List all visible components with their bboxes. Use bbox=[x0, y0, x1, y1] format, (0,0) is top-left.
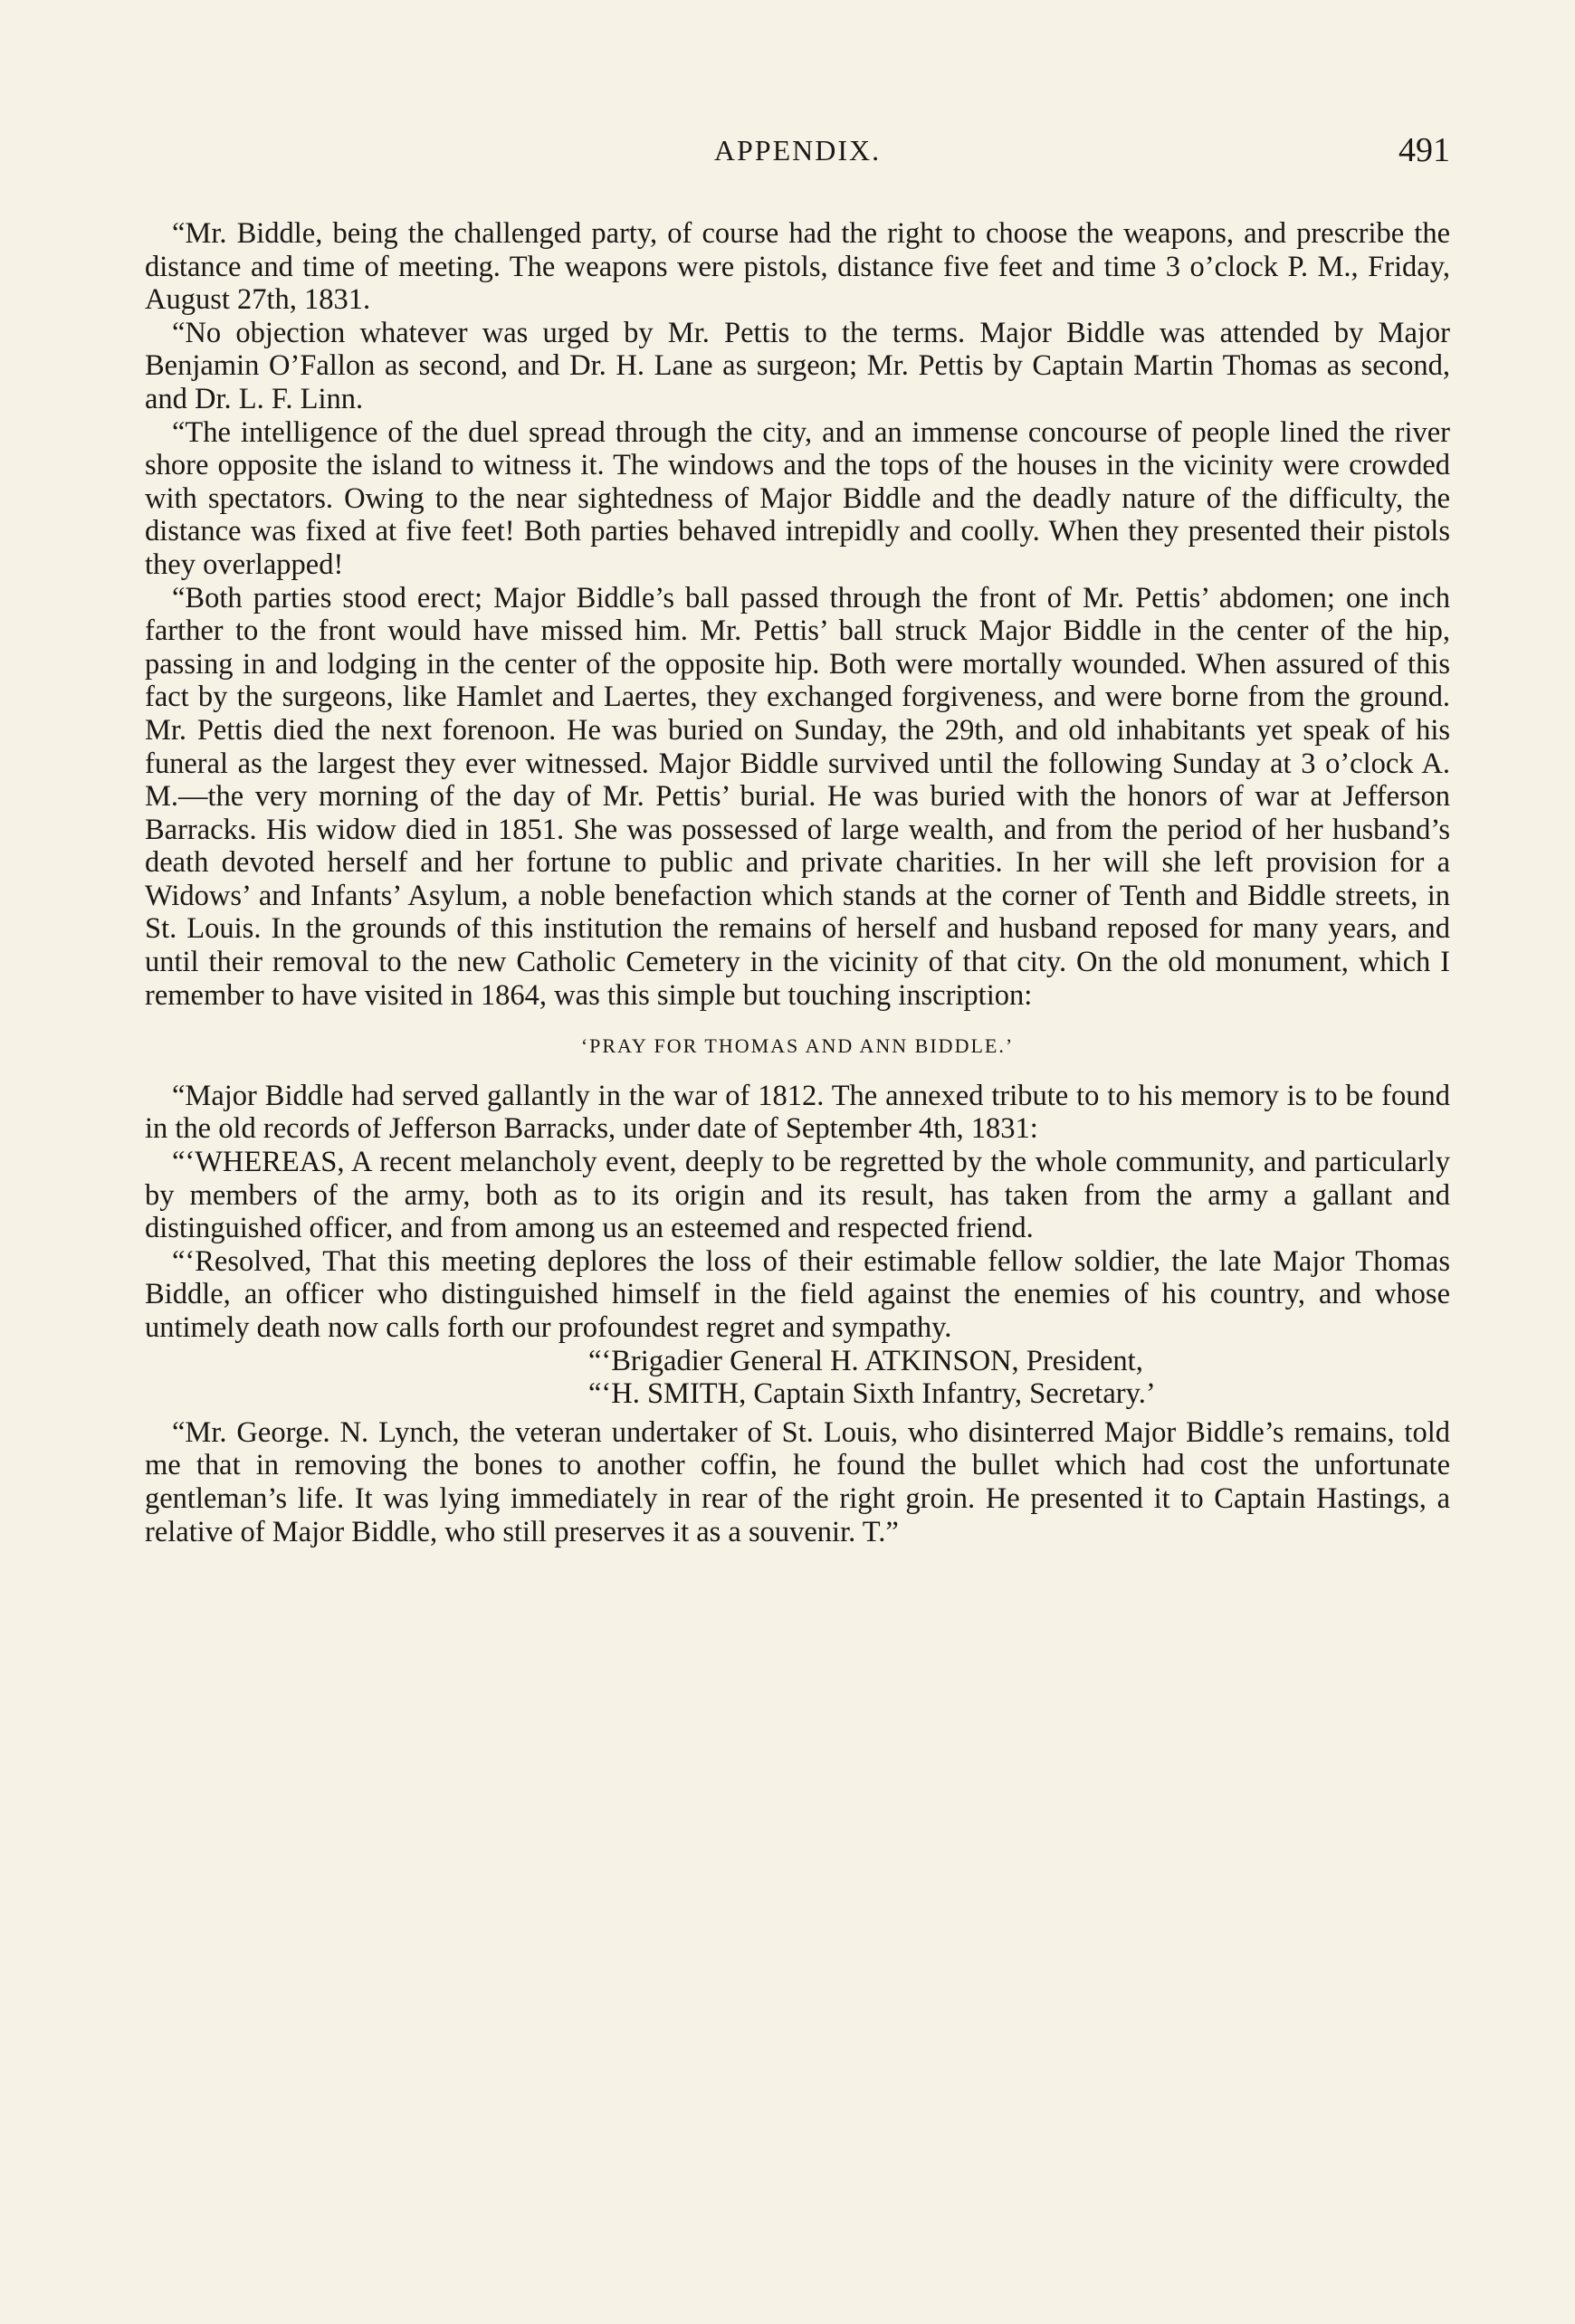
paragraph-whereas: “‘WHEREAS, A recent melancholy event, deeply to be regretted by the whole community, and particularly by members of the army, both as to its origin and its result, has taken from the army a gallant and distinguished officer, and from among us an esteemed and respected friend. bbox=[145, 1146, 1450, 1245]
signature-president: “‘Brigadier General H. ATKINSON, President, bbox=[588, 1344, 1143, 1377]
signature-secretary: “‘H. SMITH, Captain Sixth Infantry, Secretary.’ bbox=[588, 1377, 1156, 1411]
paragraph-challenge-terms: “Mr. Biddle, being the challenged party, of course had the right to choose the weapons, and prescribe the distance and time of meeting. The weapons were pistols, distance five feet and time 3 o’clock P. M., Friday, August 27th, 1831. bbox=[145, 217, 1450, 317]
paragraph-spectators: “The intelligence of the duel spread through the city, and an immense concourse of people lined the river shore opposite the island to witness it. The windows and the tops of the houses in the vicinity were crowded with spectators. Owing to the near sightedness of Major Biddle and the deadly nature of the difficulty, the distance was fixed at five feet! Both parties behaved intrepidly and coolly. When they presented their pistols they overlapped! bbox=[145, 415, 1450, 581]
page-number: 491 bbox=[1398, 131, 1450, 169]
epitaph-inscription: ‘PRAY FOR THOMAS AND ANN BIDDLE.’ bbox=[580, 1034, 1015, 1058]
page-header bbox=[145, 131, 1450, 176]
running-head: APPENDIX. bbox=[713, 134, 882, 167]
paragraph-bullet-souvenir: “Mr. George. N. Lynch, the veteran undertaker of St. Louis, who disinterred Major Biddle’s remains, told me that in removing the bones to another coffin, he found the bullet which had cost the unfortunate gentleman’s life. It was lying immediately in rear of the right groin. He presented it to Captain Hastings, a relative of Major Biddle, who still preserves it as a souvenir. T.” bbox=[145, 1415, 1450, 1548]
paragraph-seconds: “No objection whatever was urged by Mr. Pettis to the terms. Major Biddle was attended by Major Benjamin O’Fallon as second, and Dr. H. Lane as surgeon; Mr. Pettis by Captain Martin Thomas as second, and Dr. L. F. Linn. bbox=[145, 316, 1450, 415]
page-body bbox=[145, 217, 1450, 1548]
paragraph-resolved: “‘Resolved, That this meeting deplores the loss of their estimable fellow soldier, the late Major Thomas Biddle, an officer who distinguished himself in the field against the enemies of his country, and whose untimely death now calls forth our profoundest regret and sympathy. bbox=[145, 1244, 1450, 1344]
paragraph-duel-outcome: “Both parties stood erect; Major Biddle’s ball passed through the front of Mr. Pettis’ abdomen; one inch farther to the front would have missed him. Mr. Pettis’ ball struck Major Biddle in the center of the hip, passing in and lodging in the center of the opposite hip. Both were mortally wounded. When assured of this fact by the surgeons, like Hamlet and Laertes, they exchanged forgiveness, and were borne from the ground. Mr. Pettis died the next forenoon. He was buried on Sunday, the 29th, and old inhabitants yet speak of his funeral as the largest they ever witnessed. Major Biddle survived until the following Sunday at 3 o’clock A. M.—the very morning of the day of Mr. Pettis’ burial. He was buried with the honors of war at Jefferson Barracks. His widow died in 1851. She was possessed of large wealth, and from the period of her husband’s death devoted herself and her fortune to public and private charities. In her will she left provision for a Widows’ and Infants’ Asylum, a noble benefaction which stands at the corner of Tenth and Biddle streets, in St. Louis. In the grounds of this institution the remains of herself and husband reposed for many years, and until their removal to the new Catholic Cemetery in the vicinity of that city. On the old monument, which I remember to have visited in 1864, was this simple but touching inscription: bbox=[145, 581, 1450, 1012]
paragraph-tribute-intro: “Major Biddle had served gallantly in the war of 1812. The annexed tribute to to his memory is to be found in the old records of Jefferson Barracks, under date of September 4th, 1831: bbox=[145, 1079, 1450, 1146]
